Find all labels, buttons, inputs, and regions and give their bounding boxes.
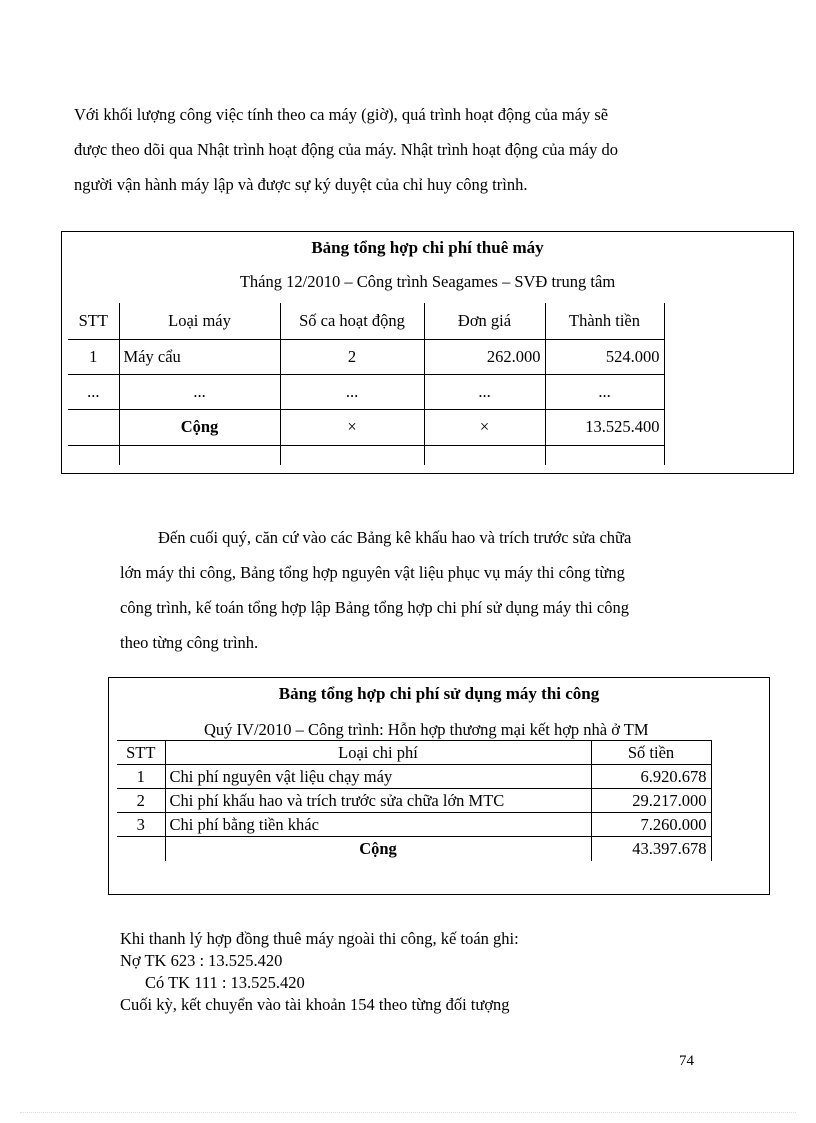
table-row — [117, 813, 711, 837]
cell: Máy cẩu — [119, 339, 280, 374]
table-row — [117, 765, 711, 789]
total-label: Cộng — [165, 837, 591, 861]
cell: 1 — [68, 339, 119, 374]
total-amount: 43.397.678 — [591, 837, 711, 861]
machine-usage-summary-box — [108, 677, 770, 895]
cell: 524.000 — [545, 339, 664, 374]
page-number: 74 — [679, 1053, 694, 1069]
cell: 3 — [117, 813, 165, 837]
col-header-cost-type: Loại chi phí — [165, 741, 591, 765]
cell: 2 — [280, 339, 424, 374]
col-header-stt: STT — [68, 303, 119, 339]
cell — [424, 445, 545, 465]
closing-line: Khi thanh lý hợp đồng thuê máy ngoài thi công, kế toán ghi: — [120, 929, 519, 948]
table-total-row — [117, 837, 711, 861]
cell: 7.260.000 — [591, 813, 711, 837]
cell: ... — [545, 374, 664, 409]
table-row — [117, 789, 711, 813]
machine-usage-table — [117, 740, 712, 861]
col-header-shift-count: Số ca hoạt động — [280, 303, 424, 339]
intro-line: Với khối lượng công việc tính theo ca máy (giờ), quá trình hoạt động của máy sẽ — [74, 105, 609, 124]
cell — [545, 445, 664, 465]
middle-line: lớn máy thi công, Bảng tổng hợp nguyên vật liệu phục vụ máy thi công từng — [120, 563, 625, 582]
table-row — [68, 339, 664, 374]
cell: 1 — [117, 765, 165, 789]
machine-rental-table — [68, 303, 665, 465]
cell: 262.000 — [424, 339, 545, 374]
col-header-machine-type: Loại máy — [119, 303, 280, 339]
cell — [280, 445, 424, 465]
table2-title: Bảng tổng hợp chi phí sử dụng máy thi công — [278, 684, 600, 703]
intro-line: được theo dõi qua Nhật trình hoạt động của máy. Nhật trình hoạt động của máy do — [74, 140, 619, 159]
cell — [68, 445, 119, 465]
table2-subtitle: Quý IV/2010 – Công trình: Hỗn hợp thương mại kết hợp nhà ở TM — [204, 720, 649, 739]
footer-divider — [20, 1112, 796, 1113]
cell: ... — [119, 374, 280, 409]
cell: 6.920.678 — [591, 765, 711, 789]
col-header-amount: Thành tiền — [545, 303, 664, 339]
total-amount: 13.525.400 — [545, 409, 664, 445]
table-total-row — [68, 409, 664, 445]
cell: Chi phí bằng tiền khác — [165, 813, 591, 837]
cell: 2 — [117, 789, 165, 813]
cell — [117, 837, 165, 861]
cell: × — [424, 409, 545, 445]
cell: Chi phí nguyên vật liệu chạy máy — [165, 765, 591, 789]
cell: ... — [424, 374, 545, 409]
middle-line: công trình, kế toán tổng hợp lập Bảng tổng hợp chi phí sử dụng máy thi công — [120, 598, 629, 617]
table1-subtitle: Tháng 12/2010 – Công trình Seagames – SVĐ trung tâm — [239, 272, 616, 291]
table-header-row — [68, 303, 664, 339]
col-header-unit-price: Đơn giá — [424, 303, 545, 339]
intro-line: người vận hành máy lập và được sự ký duyệt của chỉ huy công trình. — [74, 175, 528, 194]
debit-entry: Nợ TK 623 : 13.525.420 — [120, 951, 283, 970]
intro-paragraph — [74, 97, 696, 202]
table1-title: Bảng tổng hợp chi phí thuê máy — [311, 238, 544, 257]
cell — [119, 445, 280, 465]
credit-entry: Có TK 111 : 13.525.420 — [145, 973, 305, 992]
cell: Chi phí khấu hao và trích trước sửa chữa lớn MTC — [165, 789, 591, 813]
col-header-stt: STT — [117, 741, 165, 765]
cell: ... — [68, 374, 119, 409]
table-empty-row — [68, 445, 664, 465]
cell: × — [280, 409, 424, 445]
cell: ... — [280, 374, 424, 409]
middle-line: Đến cuối quý, căn cứ vào các Bảng kê khấu hao và trích trước sửa chữa — [158, 528, 632, 547]
table-header-row — [117, 741, 711, 765]
middle-paragraph — [120, 520, 697, 660]
col-header-amount: Số tiền — [591, 741, 711, 765]
cell: 29.217.000 — [591, 789, 711, 813]
closing-line: Cuối kỳ, kết chuyển vào tài khoản 154 theo từng đối tượng — [120, 995, 510, 1014]
middle-line: theo từng công trình. — [120, 633, 259, 652]
cell — [68, 409, 119, 445]
table-row — [68, 374, 664, 409]
total-label: Cộng — [119, 409, 280, 445]
machine-rental-summary-box — [61, 231, 794, 474]
